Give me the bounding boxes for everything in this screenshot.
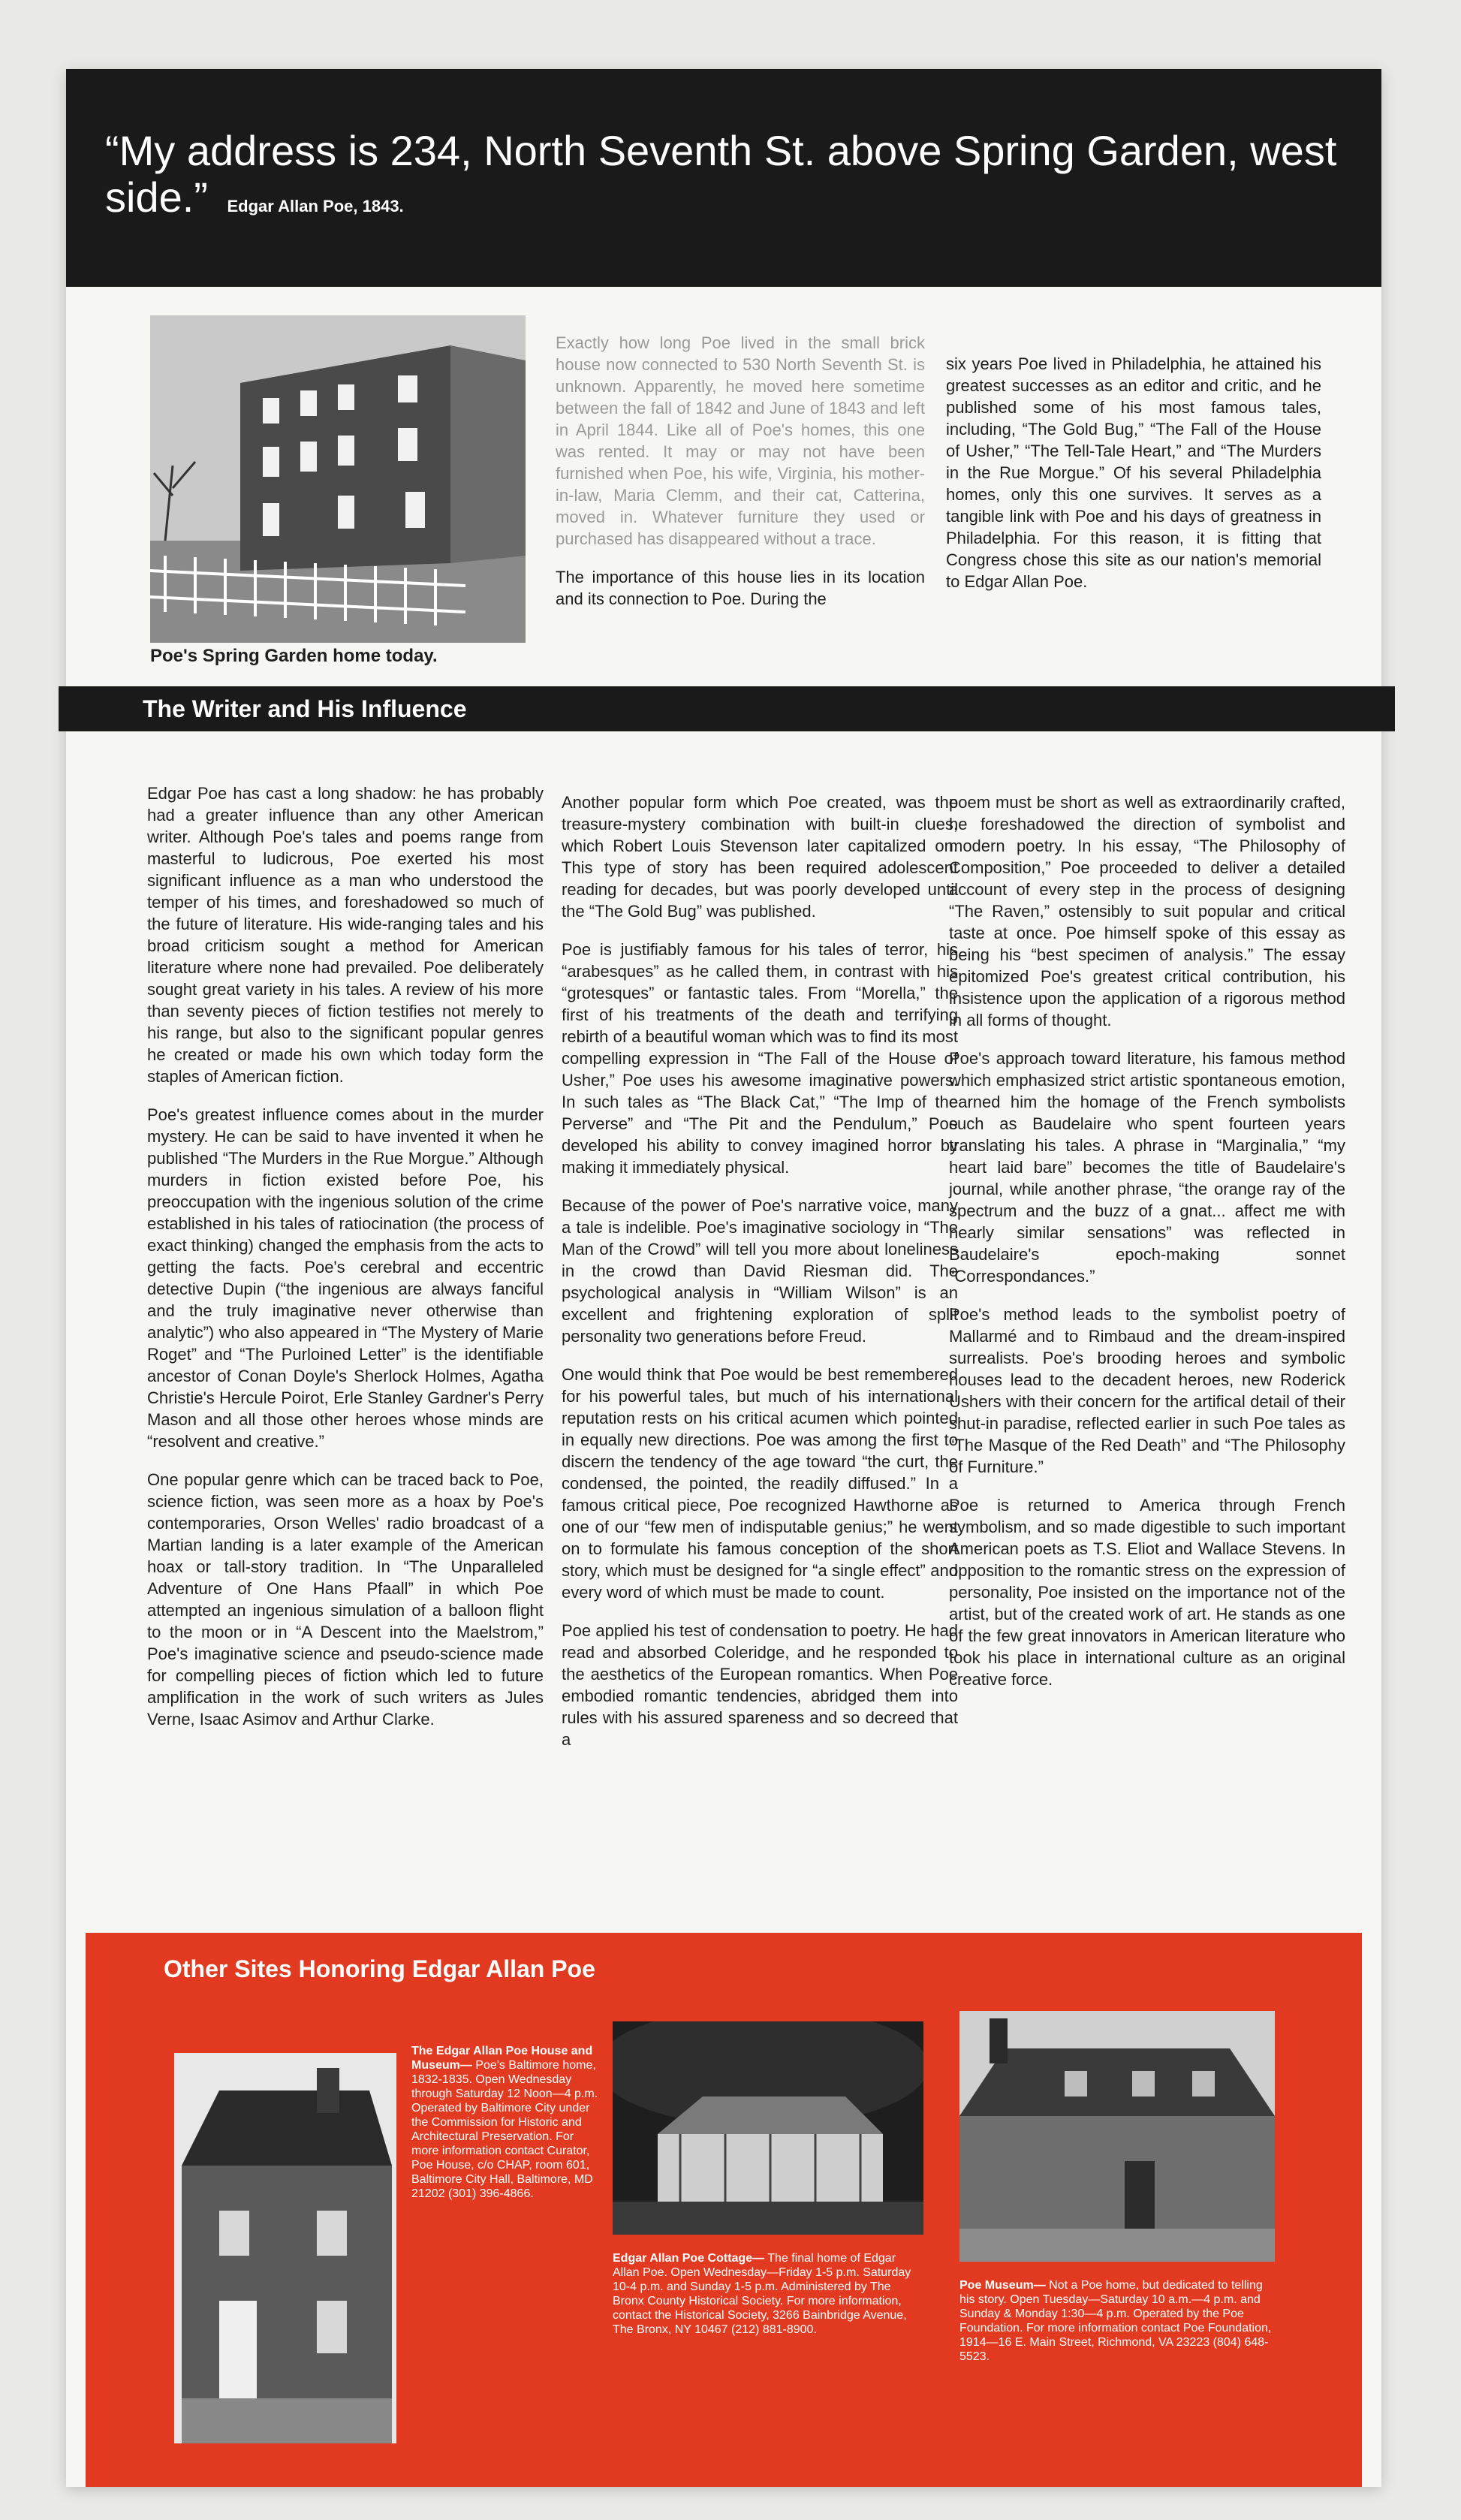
site-details: Poe's Baltimore home, 1832-1835. Open Wednesday through Saturday 12 Noon—4 p.m. Operated by Baltimore City under the Commission for Historic and Architectural Preservation. For more information contact Curator, Poe House, c/o CHAP, room 601, Baltimore City Hall, Baltimore, MD 21202 (301) 396-4866.: [411, 2059, 598, 2200]
spring-garden-house-photo: [150, 315, 526, 643]
quote-header: [66, 69, 1381, 287]
quote-text: “My address is 234, North Seventh St. above Spring Garden, west side.”: [105, 127, 1337, 221]
article-paragraph: Because of the power of Poe's narrative voice, many a tale is indelible. Poe's imaginative sociology in “The Man of the Crowd” will tell you more about loneliness in the crowd than David Riesman did. The psychological analysis in “William Wilson” is an excellent and frightening exploration of split personality two generations before Freud.: [562, 1196, 958, 1346]
site-details: Not a Poe home, but dedicated to telling his story. Open Tuesday—Saturday 10 a.m.—4 p.m. and Sunday & Monday 1:30—4 p.m. Operated by the Poe Foundation. For more information contact Poe Foundation, 1914—16 E. Main Street, Richmond, VA 23223 (804) 648-5523.: [959, 2279, 1272, 2363]
quote-attribution: Edgar Allan Poe, 1843.: [227, 197, 404, 216]
other-sites-panel: [86, 1933, 1362, 2487]
header-quote: [105, 128, 1351, 230]
article-paragraph: Poe is returned to America through French symbolism, and so made digestible to such important American poets as T.S. Eliot and Wallace Stevens. In opposition to the romantic stress on the expression of personality, Poe insisted on the importance not of the artist, but of the created work of art. He stands as one of the few great innovators in American literature who took his place in international culture as an original creative force.: [949, 1496, 1345, 1689]
article-paragraph: poem must be short as well as extraordinarily crafted, he foreshadowed the direction of symbolist and modern poetry. In his essay, “The Philosophy of Composition,” Poe proceeded to deliver a detailed account of every step in the process of designing “The Raven,” ostensibly to suit popular and critical taste at once. Poe himself spoke of this essay as being his “best specimen of analysis.” The essay epitomized Poe's greatest critical contribution, his insistence upon the application of a rigorous method in all forms of thought.: [949, 793, 1345, 1029]
site-description: [959, 2278, 1278, 2364]
article-paragraph: Poe's method leads to the symbolist poetry of Mallarmé and to Rimbaud and the dream-inspired surrealists. Poe's brooding heroes and symbolic houses lead to the decadent heroes, new Roderick Ushers with their concern for the artifical detail of their shut-in paradise, reflected earlier in such Poe tales as “The Masque of the Red Death” and “The Philosophy of Furniture.”: [949, 1305, 1345, 1476]
poe-museum-photo: [959, 2011, 1275, 2262]
article-paragraph: Poe's approach toward literature, his famous method which emphasized strict artistic spontaneous emotion, earned him the homage of the French symbolists such as Baudelaire who spent fourteen years translating his tales. A phrase in “Marginalia,” “my heart laid bare” becomes the title of Baudelaire's journal, while another phrase, “the orange ray of the spectrum and the buzz of a gnat... affect me with nearly similar sensations” was reflected in Baudelaire's epoch-making sonnet “Correspondances.”: [949, 1049, 1345, 1286]
photo-caption: Poe's Spring Garden home today.: [150, 646, 438, 666]
site-name: Edgar Allan Poe Cottage—: [613, 2252, 765, 2265]
section-title-bar: [59, 686, 1395, 731]
intro-column-2: [946, 353, 1321, 609]
article-column-3: [949, 791, 1345, 1707]
site-name: The Edgar Allan Poe House and Museum—: [411, 2045, 593, 2072]
article-column-2: [562, 791, 958, 1767]
intro-paragraph: Exactly how long Poe lived in the small brick house now connected to 530 North Seventh St. is unknown. Apparently, he moved here sometime between the fall of 1842 and June of 1843 and left in April 1844. Like all of Poe's homes, this one was rented. It may or may not have been furnished when Poe, his wife, Virginia, his mother-in-law, Maria Clemm, and their cat, Catterina, moved in. Whatever furniture they used or purchased has disappeared without a trace.: [556, 333, 925, 548]
baltimore-house-photo: [174, 2053, 396, 2443]
site-description: [411, 2044, 599, 2201]
article-paragraph: Edgar Poe has cast a long shadow: he has probably had a greater influence than any other American writer. Although Poe's tales and poems range from masterful to ludicrous, Poe exerted his most significant influence as a man who understood the temper of his times, and foreshadowed so much of the future of literature. His wide-ranging tales and his broad criticism sought a method for American literature where none had prevailed. Poe deliberately sought great variety in his tales. A review of his more than seventy pieces of fiction testifies not merely to his range, but also to the significant popular genres he created or made his own which today form the staples of American fiction.: [147, 784, 544, 1086]
intro-paragraph: The importance of this house lies in its location and its connection to Poe. During the: [556, 568, 925, 608]
site-details: The final home of Edgar Allan Poe. Open Wednesday—Friday 1-5 p.m. Saturday 10-4 p.m. and Sunday 1-5 p.m. Administered by The Bronx County Historical Society. For more information, contact the Historical Society, 3266 Bainbridge Avenue, The Bronx, NY 10467 (212) 881-8900.: [613, 2252, 911, 2336]
article-paragraph: Poe applied his test of condensation to poetry. He had read and absorbed Coleridge, and he responded to the aesthetics of the European romantics. When Poe embodied romantic tendencies, abridged them into rules with his assured spareness and so decreed that a: [562, 1621, 958, 1749]
article-paragraph: Poe's greatest influence comes about in the murder mystery. He can be said to have invented it when he published “The Murders in the Rue Morgue.” Although murders in fiction existed before Poe, his preoccupation with the ingenious solution of the crime established in his tales of ratiocination (the process of exact thinking) changed the emphasis from the acts to getting the facts. Poe's cerebral and eccentric detective Dupin (“the ingenious are always fanciful and the truly imaginative never otherwise than analytic”) who also appeared in “The Mystery of Marie Roget” and “The Purloined Letter” is the identifiable ancestor of Conan Doyle's Sherlock Holmes, Agatha Christie's Hercule Poirot, Erle Stanley Gardner's Perry Mason and all those other heroes whose minds are “resolvent and creative.”: [147, 1105, 544, 1451]
poe-cottage-photo: [613, 2021, 923, 2235]
site-description: [613, 2251, 923, 2337]
article-paragraph: Poe is justifiably famous for his tales of terror, his “arabesques” as he called them, in contrast with his “grotesques” or fantastic tales. From “Morella,” the first of his treatments of the death and terrifying rebirth of a beautiful woman which was to find its most compelling expression in “The Fall of the House of Usher,” Poe uses his awesome imaginative powers. In such tales as “The Black Cat,” “The Imp of the Perverse” and “The Pit and the Pendulum,” Poe developed his ability to convey imagined horror by making it immediately physical.: [562, 940, 958, 1177]
article-paragraph: Another popular form which Poe created, was the treasure-mystery combination with built-in clues, which Robert Louis Stevenson later capitalized on. This type of story has been required adolescent reading for decades, but was poorly developed until the “The Gold Bug” was published.: [562, 793, 958, 921]
article-column-1: [147, 782, 544, 1747]
article-paragraph: One would think that Poe would be best remembered for his powerful tales, but much of his international reputation rests on his critical acumen which pointed in equally new directions. Poe was among the first to discern the tendency of the age toward “the curt, the condensed, the pointed, the readily diffused.” In a famous critical piece, Poe recognized Hawthorne as one of our “few men of indisputable genius;” he went on to formulate his famous conception of the short story, which must be designed for “a single effect” and every word of which must be made to count.: [562, 1365, 958, 1602]
intro-paragraph: six years Poe lived in Philadelphia, he attained his greatest successes as an editor and critic, and he published some of his most famous tales, including, “The Gold Bug,” “The Fall of the House of Usher,” “The Tell-Tale Heart,” and “The Murders in the Rue Morgue.” Of his several Philadelphia homes, only this one survives. It serves as a tangible link with Poe and his days of greatness in Philadelphia. For this reason, it is fitting that Congress chose this site as our nation's memorial to Edgar Allan Poe.: [946, 354, 1321, 591]
site-name: Poe Museum—: [959, 2279, 1046, 2292]
intro-column-1: [556, 332, 925, 626]
brochure-page: [66, 69, 1381, 2487]
article-paragraph: One popular genre which can be traced back to Poe, science fiction, was seen more as a hoax by Poe's contemporaries, Orson Welles' radio broadcast of a Martian landing is a later example of the American hoax or tall-story tradition. In “The Unparalleled Adventure of One Hans Pfaall” in which Poe attempted an ingenious simulation of a balloon flight to the moon or in “A Descent into the Maelstrom,” Poe's imaginative science and pseudo-science made for compelling pieces of fiction which led to future amplification in the work of such writers as Jules Verne, Isaac Asimov and Arthur Clarke.: [147, 1470, 544, 1729]
section-title: The Writer and His Influence: [143, 695, 467, 722]
other-sites-title: Other Sites Honoring Edgar Allan Poe: [164, 1955, 595, 1982]
